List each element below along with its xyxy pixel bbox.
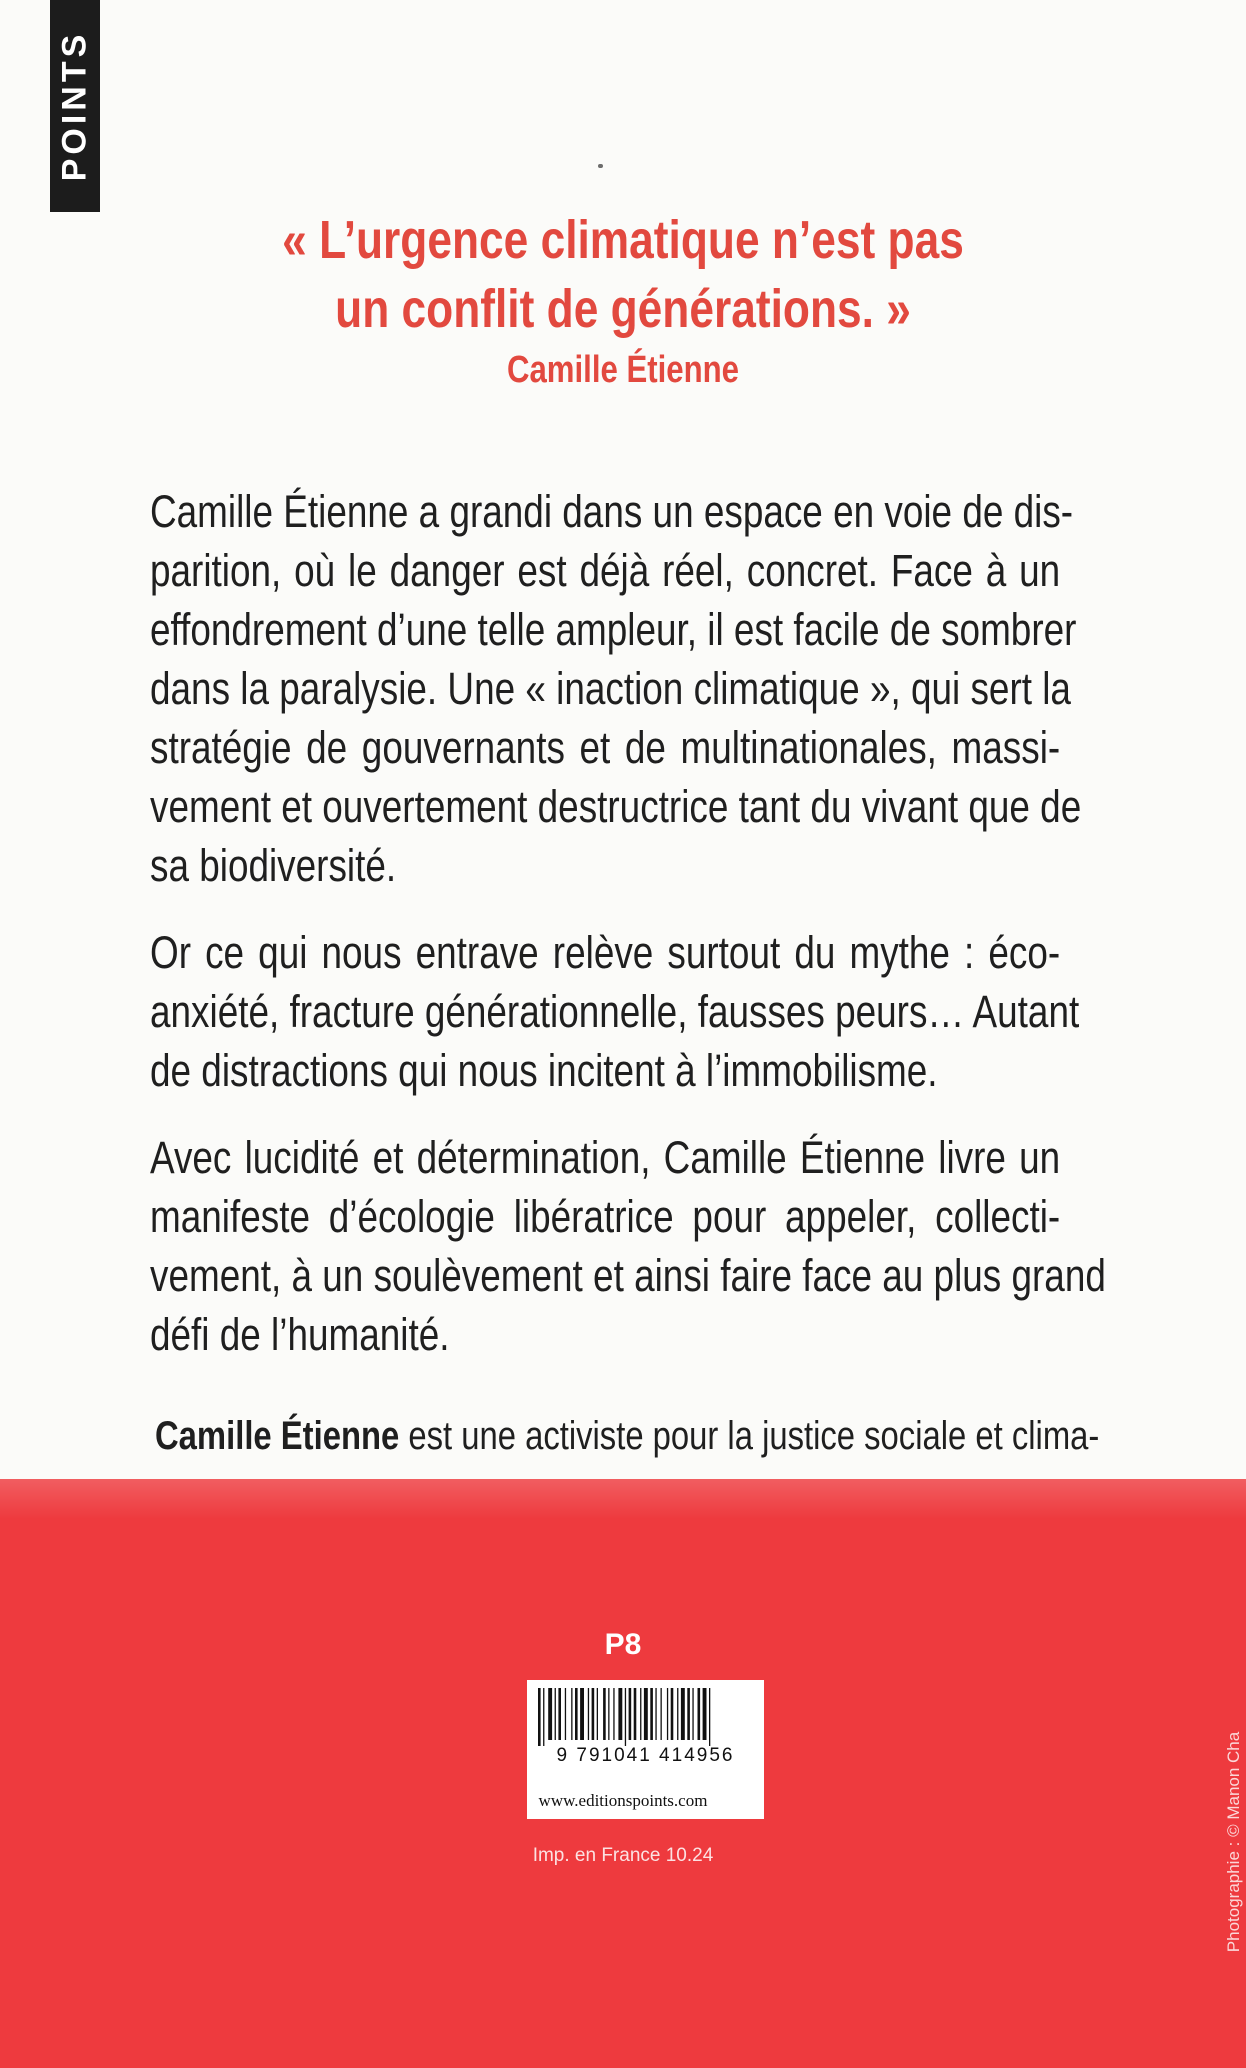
blurb xyxy=(150,482,1106,1392)
band-texture xyxy=(0,1479,1246,1519)
author-bio-line-1 xyxy=(155,1406,1100,1466)
barcode-bar xyxy=(655,1688,656,1740)
barcode-bar xyxy=(650,1688,653,1740)
blurb-line: stratégie de gouvernants et de multinationales, massi- xyxy=(150,722,1061,773)
publisher-website: www.editionspoints.com xyxy=(538,1791,708,1810)
barcode-bar xyxy=(677,1688,678,1740)
blurb-paragraph-3 xyxy=(150,1128,1106,1364)
barcode-bars xyxy=(534,1688,757,1746)
blurb-line: vement, à un soulèvement et ainsi faire face au plus grand xyxy=(150,1250,1106,1301)
blurb-line: anxiété, fracture générationnelle, fausses peurs… Autant xyxy=(150,986,1080,1037)
barcode-bar xyxy=(687,1688,690,1740)
barcode-bar xyxy=(667,1688,668,1740)
barcode-bar xyxy=(543,1688,544,1746)
blurb-paragraph-1 xyxy=(150,482,1082,895)
blurb-line: dans la paralysie. Une « inaction climatique », qui sert la xyxy=(150,663,1071,714)
barcode-bar xyxy=(681,1688,685,1740)
barcode-bar xyxy=(592,1688,595,1740)
blurb-paragraph-2 xyxy=(150,923,1080,1100)
barcode-bar xyxy=(580,1688,584,1740)
barcode-bar xyxy=(709,1688,710,1746)
blurb-line: Or ce qui nous entrave relève surtout du mythe : éco- xyxy=(150,927,1061,978)
barcode-bar xyxy=(538,1688,541,1746)
barcode-bar xyxy=(661,1688,662,1740)
quote-author: Camille Étienne xyxy=(506,349,740,391)
author-bio-text: est une activiste pour la justice sociale et clima- xyxy=(399,1414,1100,1458)
barcode-bar xyxy=(548,1688,552,1740)
photo-credit: Photographie : © Manon Cha xyxy=(1224,1731,1243,1953)
barcode-bar xyxy=(613,1688,614,1740)
barcode-bar xyxy=(644,1688,648,1740)
isbn-number: 9 791041 414956 xyxy=(556,1745,735,1766)
barcode-bar xyxy=(603,1688,606,1740)
barcode-bar xyxy=(640,1688,641,1740)
quote-line-2: un conflit de générations. » xyxy=(335,279,911,339)
blurb-line: manifeste d’écologie libératrice pour appeler, collecti- xyxy=(150,1191,1061,1242)
print-imprint: Imp. en France 10.24 xyxy=(532,1845,714,1866)
publisher-logo-text: POINTS xyxy=(55,30,94,182)
print-speck xyxy=(598,164,603,168)
barcode-bar xyxy=(558,1688,561,1740)
blurb-line: défi de l’humanité. xyxy=(150,1309,450,1360)
blurb-line: Camille Étienne a grandi dans un espace en voie de dis- xyxy=(150,486,1074,537)
barcode-bar xyxy=(588,1688,589,1740)
author-name: Camille Étienne xyxy=(155,1414,400,1458)
barcode-bar xyxy=(571,1688,572,1740)
blurb-line: vement et ouvertement destructrice tant du vivant que de xyxy=(150,781,1082,832)
blurb-line: effondrement d’une telle ampleur, il est facile de sombrer xyxy=(150,604,1077,655)
blurb-line: sa biodiversité. xyxy=(150,840,397,891)
price-code: P8 xyxy=(604,1628,642,1661)
barcode-bar xyxy=(597,1688,598,1740)
barcode-bar xyxy=(625,1688,626,1746)
blurb-line: de distractions qui nous incitent à l’immobilisme. xyxy=(150,1045,938,1096)
barcode-bar xyxy=(671,1688,674,1740)
barcode-bar xyxy=(634,1688,637,1740)
barcode-bar xyxy=(565,1688,566,1740)
barcode-bar xyxy=(555,1688,556,1740)
barcode-bar xyxy=(608,1688,609,1740)
publisher-logo xyxy=(50,0,100,212)
barcode-bar xyxy=(629,1688,632,1740)
quote-line-1: « L’urgence climatique n’est pas xyxy=(282,210,964,270)
barcode-bar xyxy=(575,1688,578,1740)
barcode-bar xyxy=(692,1688,693,1740)
barcode-bar xyxy=(618,1688,622,1740)
blurb-line: parition, où le danger est déjà réel, concret. Face à un xyxy=(150,545,1061,596)
blurb-line: Avec lucidité et détermination, Camille Étienne livre un xyxy=(150,1132,1061,1183)
barcode-bar xyxy=(703,1688,707,1740)
barcode xyxy=(527,1680,764,1787)
barcode-bar xyxy=(698,1688,701,1740)
